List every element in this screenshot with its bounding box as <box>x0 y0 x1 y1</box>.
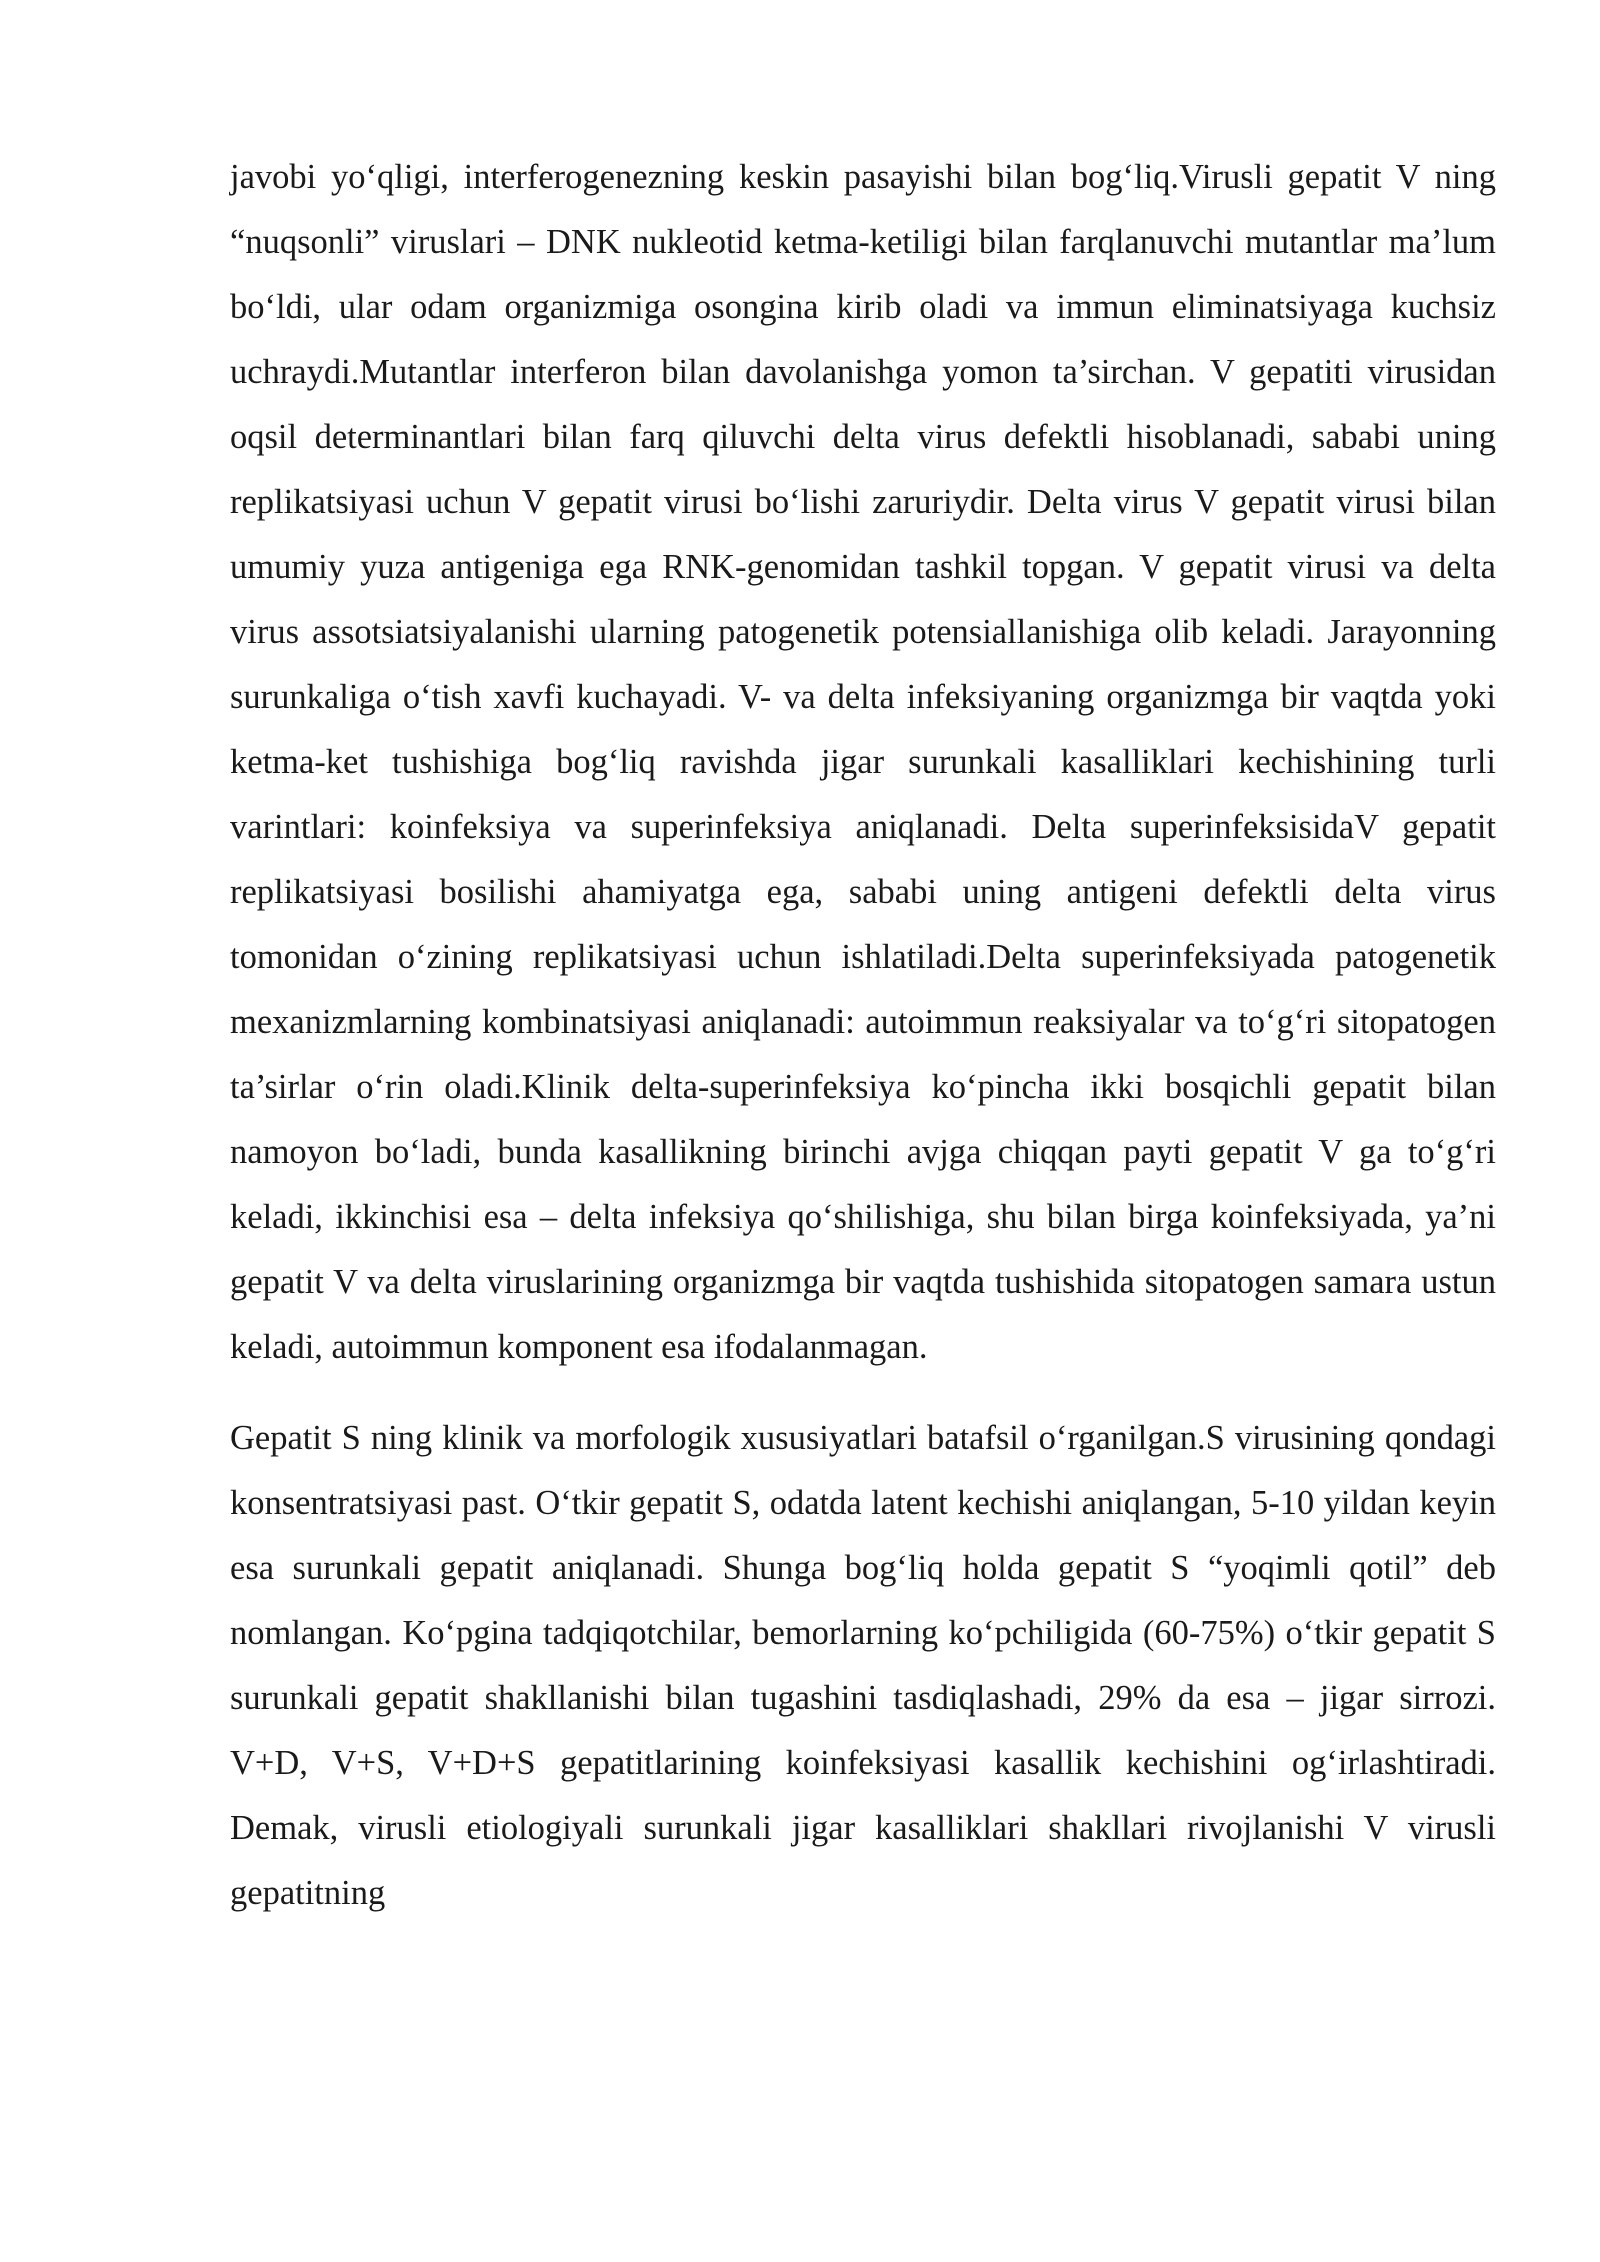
paragraph-2: Gepatit S ning klinik va morfologik xususiyatlari batafsil o‘rganilgan.S virusining qondagi konsentratsiyasi past. O‘tkir gepatit S, odatda latent kechishi aniqlangan, 5-10 yildan keyin esa surunkali gepatit aniqlanadi. Shunga bog‘liq holda gepatit S “yoqimli qotil” deb nomlangan. Ko‘pgina tadqiqotchilar, bemorlarning ko‘pchiligida (60-75%) o‘tkir gepatit S surunkali gepatit shakllanishi bilan tugashini tasdiqlashadi, 29% da esa – jigar sirrozi. V+D, V+S, V+D+S gepatitlarining koinfeksiyasi kasallik kechishini og‘irlashtiradi. Demak, virusli etiologiyali surunkali jigar kasalliklari shakllari rivojlanishi V virusli gepatitning <box>230 1419 1496 1912</box>
paragraph-1: javobi yo‘qligi, interferogenezning keskin pasayishi bilan bog‘liq.Virusli gepatit V ning “nuqsonli” viruslari – DNK nukleotid ketma-ketiligi bilan farqlanuvchi mutantlar ma’lum bo‘ldi, ular odam organizmiga osongina kirib oladi va immun eliminatsiyaga kuchsiz uchraydi.Mutantlar interferon bilan davolanishga yomon ta’sirchan. V gepatiti virusidan oqsil determinantlari bilan farq qiluvchi delta virus defektli hisoblanadi, sababi uning replikatsiyasi uchun V gepatit virusi bo‘lishi zaruriydir. Delta virus V gepatit virusi bilan umumiy yuza antigeniga ega RNK-genomidan tashkil topgan. V gepatit virusi va delta virus assotsiatsiyalanishi ularning patogenetik potensiallanishiga olib keladi. Jarayonning surunkaliga o‘tish xavfi kuchayadi. V- va delta infeksiyaning organizmga bir vaqtda yoki ketma-ket tushishiga bog‘liq ravishda jigar surunkali kasalliklari kechishining turli varintlari: koinfeksiya va superinfeksiya aniqlanadi. Delta superinfeksisidaV gepatit replikatsiyasi bosilishi ahamiyatga ega, sababi uning antigeni defektli delta virus tomonidan o‘zining replikatsiyasi uchun ishlatiladi.Delta superinfeksiyada patogenetik mexanizmlarning kombinatsiyasi aniqlanadi: autoimmun reaksiyalar va to‘g‘ri sitopatogen ta’sirlar o‘rin oladi.Klinik delta-superinfeksiya ko‘pincha ikki bosqichli gepatit bilan namoyon bo‘ladi, bunda kasallikning birinchi avjga chiqqan payti gepatit V ga to‘g‘ri keladi, ikkinchisi esa – delta infeksiya qo‘shilishiga, shu bilan birga koinfeksiyada, ya’ni gepatit V va delta viruslarining organizmga bir vaqtda tushishida sitopatogen samara ustun keladi, autoimmun komponent esa ifodalanmagan. <box>230 158 1496 1366</box>
document-body <box>230 145 1496 1926</box>
